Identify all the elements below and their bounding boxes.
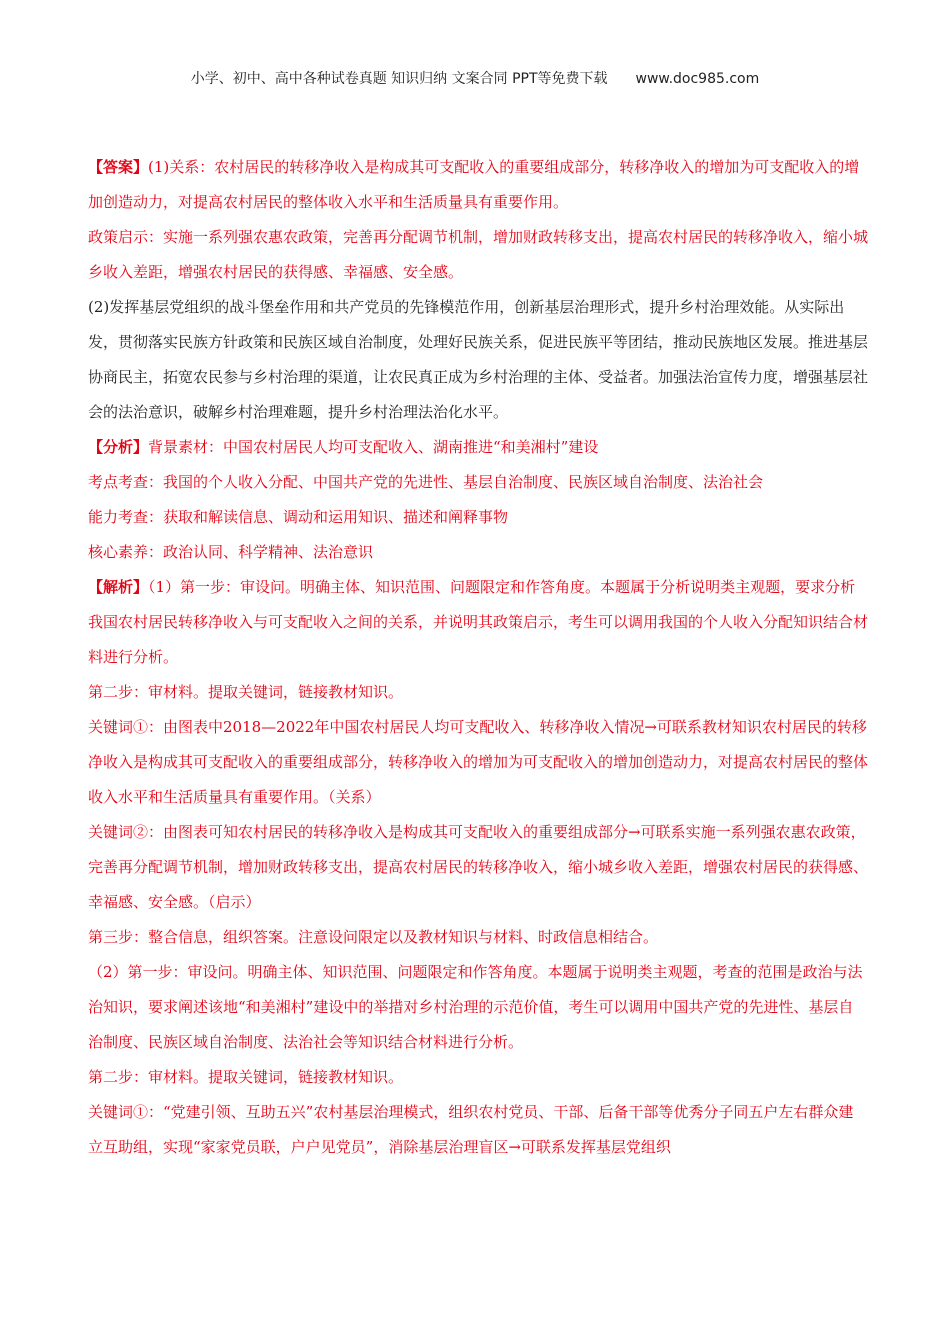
- explain-q1-step1: [88, 570, 868, 675]
- answer-label: 【答案】: [88, 158, 149, 176]
- analysis-knowledge-points: 考点考查：我国的个人收入分配、中国共产党的先进性、基层自治制度、民族区域自治制度、法治社会: [88, 473, 764, 491]
- explain-q2-keyword1: 关键词①：“党建引领、互助五兴”农村基层治理模式，组织农村党员、干部、后备干部等优秀分子同五户左右群众建立互助组，实现“家家党员联，户户见党员”，消除基层治理盲区→可联系发挥基层党组织: [88, 1103, 854, 1156]
- answer-part2: (2)发挥基层党组织的战斗堡垒作用和共产党员的先锋模范作用，创新基层治理形式，提升乡村治理效能。从实际出发，贯彻落实民族方针政策和民族区域自治制度，处理好民族关系，促进民族平等团结，推动民族地区发展。推进基层协商民主，拓宽农民参与乡村治理的渠道，让农民真正成为乡村治理的主体、受益者。加强法治宣传力度，增强基层社会的法治意识，破解乡村治理难题，提升乡村治理法治化水平。: [88, 298, 869, 421]
- header-site-link[interactable]: www.doc985.com: [635, 71, 760, 87]
- page-header: [0, 68, 950, 88]
- analysis-background: [88, 430, 868, 465]
- analysis-abilities: 能力考查：获取和解读信息、调动和运用知识、描述和阐释事物: [88, 508, 509, 526]
- answer-policy: 政策启示：实施一系列强农惠农政策，完善再分配调节机制，增加财政转移支出，提高农村居民的转移净收入，缩小城乡收入差距，增强农村居民的获得感、幸福感、安全感。: [88, 228, 869, 281]
- document-body: [88, 150, 868, 1165]
- analysis-label: 【分析】: [88, 438, 149, 456]
- explain-label: 【解析】: [88, 578, 149, 596]
- analysis-background-text: 背景素材：中国农村居民人均可支配收入、湖南推进“和美湘村”建设: [148, 438, 599, 456]
- answer-part1: [88, 150, 868, 220]
- analysis-core-literacy: 核心素养：政治认同、科学精神、法治意识: [88, 543, 374, 561]
- explain-q1-step3: 第三步：整合信息，组织答案。注意设问限定以及教材知识与材料、时政信息相结合。: [88, 928, 659, 946]
- explain-q2-step1: （2）第一步：审设问。明确主体、知识范围、问题限定和作答角度。本题属于说明类主观题，考查的范围是政治与法治知识，要求阐述该地“和美湘村”建设中的举措对乡村治理的示范价值，考生可以调用中国共产党的先进性、基层自治制度、民族区域自治制度、法治社会等知识结合材料进行分析。: [88, 963, 863, 1051]
- answer-text-1: (1)关系：农村居民的转移净收入是构成其可支配收入的重要组成部分，转移净收入的增加为可支配收入的增加创造动力，对提高农村居民的整体收入水平和生活质量具有重要作用。: [88, 158, 860, 211]
- explain-q1-step1-text: （1）第一步：审设问。明确主体、知识范围、问题限定和作答角度。本题属于分析说明类主观题，要求分析我国农村居民转移净收入与可支配收入之间的关系，并说明其政策启示，考生可以调用我国的个人收入分配知识结合材料进行分析。: [88, 578, 869, 666]
- explain-q1-keyword2: 关键词②：由图表可知农村居民的转移净收入是构成其可支配收入的重要组成部分→可联系实施一系列强农惠农政策，完善再分配调节机制，增加财政转移支出，提高农村居民的转移净收入，缩小城乡收入差距，增强农村居民的获得感、幸福感、安全感。（启示）: [88, 823, 869, 911]
- header-text: 小学、初中、高中各种试卷真题 知识归纳 文案合同 PPT等免费下载: [190, 71, 608, 87]
- explain-q2-step2: 第二步：审材料。提取关键词，链接教材知识。: [88, 1068, 404, 1086]
- explain-q1-keyword1: 关键词①：由图表中2018—2022年中国农村居民人均可支配收入、转移净收入情况→可联系教材知识农村居民的转移净收入是构成其可支配收入的重要组成部分，转移净收入的增加为可支配收入的增加创造动力，对提高农村居民的整体收入水平和生活质量具有重要作用。（关系）: [88, 718, 869, 806]
- explain-q1-step2: 第二步：审材料。提取关键词，链接教材知识。: [88, 683, 404, 701]
